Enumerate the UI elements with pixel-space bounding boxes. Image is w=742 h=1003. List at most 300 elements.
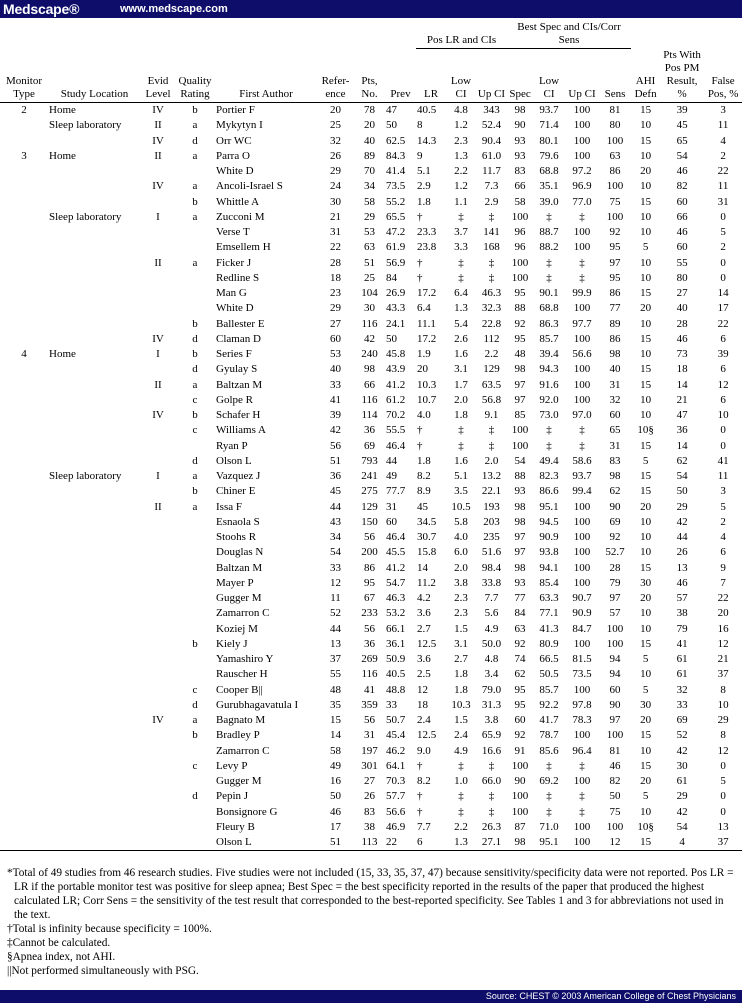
table-cell: 23.8 [417,241,437,254]
table-cell: 54 [676,820,688,833]
table-cell: 86 [609,332,621,345]
table-cell: 100 [573,561,591,574]
table-cell: 8 [417,119,423,132]
table-cell: 63 [364,241,375,254]
table-cell: † [417,790,423,803]
table-cell: 200 [361,546,378,559]
table-cell: 20 [640,775,652,788]
table-row [0,621,742,636]
table-cell: 10 [640,119,652,132]
table-cell: 25 [364,271,375,284]
table-cell: 96.4 [572,744,592,757]
table-cell: a [192,210,198,223]
table-cell: 57 [609,607,621,620]
table-cell: 10§ [637,424,654,437]
table-cell: 15 [640,759,652,772]
table-cell: 78.7 [539,729,559,742]
table-cell: 33 [330,561,341,574]
table-cell [175,774,215,789]
table-cell: 58.6 [572,454,592,467]
table-cell: 92.0 [539,393,559,406]
medscape-logo[interactable]: Medscape® [3,1,80,17]
table-cell: 26 [364,790,375,803]
table-cell: 36 [676,424,688,437]
table-cell: 116 [361,668,378,681]
table-cell [48,743,141,758]
table-cell: ‡ [488,759,495,772]
table-row [0,575,742,590]
table-cell: a [192,714,198,727]
table-cell: 46 [330,805,341,818]
col-lr: LR [416,49,446,103]
table-cell: Sleep laboratory [49,470,122,483]
table-cell: 56 [330,439,341,452]
table-cell: II [154,149,162,162]
table-cell: 100 [573,149,591,162]
table-row [0,728,742,743]
table-cell: 52.7 [605,546,625,559]
table-cell [141,682,175,697]
table-cell: 81 [609,744,621,757]
table-cell: 79.6 [539,149,559,162]
table-row [0,514,742,529]
table-row [0,835,742,851]
table-cell: 78.3 [572,714,592,727]
table-cell: 55 [330,668,341,681]
table-cell: 98 [514,363,526,376]
table-cell: 100 [573,531,591,544]
col-evid-level: Evid Level [141,49,175,103]
table-cell: 80.9 [539,637,559,650]
table-row [0,286,742,301]
table-cell: Zamarron C [216,744,270,757]
table-cell: 5.4 [454,317,468,330]
table-cell: 69 [676,714,688,727]
site-url[interactable]: www.medscape.com [120,3,228,15]
table-cell: 15 [640,485,652,498]
table-cell: 69 [364,439,375,452]
table-cell: 6 [720,332,726,345]
table-cell [0,118,48,133]
table-cell: 34 [364,180,375,193]
table-cell: 85.6 [539,744,559,757]
table-cell: 46 [676,332,688,345]
table-cell: Mykytyn I [216,119,263,132]
table-cell: 2.6 [454,332,468,345]
table-cell: 97 [514,531,526,544]
table-cell [0,697,48,712]
table-cell: 100 [511,790,529,803]
table-cell: 86 [609,287,621,300]
table-cell [175,545,215,560]
table-cell [141,591,175,606]
table-cell: 51 [330,454,341,467]
table-cell: 90.9 [539,531,559,544]
table-cell: 79.0 [481,683,502,696]
table-cell: 42 [330,424,341,437]
table-cell: 48.8 [386,683,406,696]
table-cell [0,636,48,651]
table-cell: b [192,485,198,498]
table-cell: 79 [609,576,621,589]
table-cell: Bagnato M [216,714,266,727]
table-cell: 16.6 [481,744,502,757]
table-cell: 3.5 [454,485,468,498]
table-cell: Cooper B|| [216,683,263,696]
table-cell: 84 [386,271,397,284]
table-cell: 93.7 [572,470,592,483]
table-cell [141,301,175,316]
table-cell: ‡ [579,210,585,223]
table-cell: 58 [330,744,341,757]
table-cell: 10 [640,546,652,559]
table-cell: 31 [386,500,397,513]
table-row [0,316,742,331]
table-cell: 15 [640,378,652,391]
table-cell: 77 [514,592,526,605]
table-cell: 9 [720,561,726,574]
table-cell: 100 [573,775,591,788]
table-cell: 73 [676,348,688,361]
table-cell: 1.2 [454,119,468,132]
table-cell: ‡ [458,805,464,818]
table-cell: 2.3 [454,607,468,620]
table-row [0,179,742,194]
table-cell: Man G [216,287,247,300]
table-cell: Rauscher H [216,668,268,681]
col-pts-no: Pts, No. [354,49,385,103]
table-cell: 10 [640,393,652,406]
table-cell: 98 [514,104,526,117]
table-cell: a [192,378,198,391]
table-cell: 30 [330,195,341,208]
table-cell: 69 [609,515,621,528]
table-cell [141,743,175,758]
table-cell: II [154,500,162,513]
table-cell: † [417,210,423,223]
table-cell: 22.1 [481,485,502,498]
table-cell: 275 [361,485,378,498]
table-cell: 5 [642,790,649,803]
table-cell: White D [216,302,254,315]
table-cell: Schafer H [216,409,261,422]
table-cell: 86.6 [539,485,559,498]
table-cell: 50.7 [386,714,406,727]
table-cell: 40 [330,363,341,376]
table-cell: 79 [676,622,688,635]
table-cell: 46.9 [386,820,406,833]
table-cell [141,667,175,682]
table-cell: 45 [676,119,688,132]
table-cell [141,789,175,804]
table-cell [175,270,215,285]
table-cell: 203 [483,515,500,528]
table-cell [175,286,215,301]
table-cell: 26 [330,149,341,162]
table-cell: 52.4 [481,119,502,132]
table-cell: Bonsignore G [216,805,278,818]
table-cell [141,270,175,285]
table-cell: 46.2 [386,744,406,757]
table-cell: 77.7 [386,485,406,498]
table-cell: 44 [330,500,341,513]
table-cell: 45.5 [386,546,406,559]
table-cell [141,240,175,255]
table-cell: 10 [640,149,652,162]
table-cell: 29 [676,500,688,513]
table-cell: 4.0 [417,409,431,422]
table-cell: 27 [676,287,688,300]
table-cell: 4.8 [484,653,499,666]
table-body [0,102,742,850]
table-cell [0,209,48,224]
table-cell: 43.3 [386,302,406,315]
table-cell [48,225,141,240]
best-spec-group-header: Best Spec and CIs/Corr Sens [507,21,631,49]
table-cell [48,545,141,560]
table-cell: 4 [21,348,27,361]
table-cell [141,804,175,819]
table-cell: 28 [609,561,621,574]
table-cell [0,530,48,545]
table-cell: 15 [640,470,652,483]
table-cell: 9 [417,149,423,162]
table-cell: a [192,256,198,269]
table-cell [0,682,48,697]
table-cell [48,774,141,789]
table-cell: 80.1 [539,134,559,147]
table-cell: 50 [609,790,621,803]
table-cell: 97.2 [572,165,592,178]
table-cell: 2.3 [454,134,468,147]
table-cell: 11 [330,592,341,605]
table-cell: 1.8 [454,683,468,696]
table-cell: 6 [720,363,726,376]
table-cell [175,667,215,682]
table-cell: 1.6 [454,454,468,467]
table-cell [141,362,175,377]
table-cell: Orr WC [216,134,252,147]
table-cell: 31 [717,195,729,208]
table-cell: 40 [676,302,688,315]
table-cell: 10 [640,744,652,757]
table-cell: 15 [640,332,652,345]
table-cell: 10 [640,317,652,330]
table-cell [141,453,175,468]
table-cell: 77 [609,302,621,315]
table-cell: 95 [609,241,621,254]
table-cell: 100 [511,424,529,437]
table-cell: 100 [573,683,591,696]
table-cell: d [192,332,198,345]
table-cell: 95 [514,332,526,345]
table-cell: 39 [676,104,688,117]
table-cell: † [417,256,423,269]
table-cell: Fleury B [216,820,255,833]
table-cell [0,606,48,621]
table-cell [175,743,215,758]
table-cell: 31 [609,378,621,391]
table-cell: d [192,698,198,711]
table-cell: 100 [573,515,591,528]
table-cell: ‡ [458,271,464,284]
table-cell: 85 [514,409,526,422]
table-cell [0,575,48,590]
table-cell: 56.6 [386,805,406,818]
table-cell: 12 [417,683,428,696]
table-cell: 75 [609,805,621,818]
table-cell: 4.2 [417,592,431,605]
table-cell: 193 [483,500,500,513]
table-row [0,484,742,499]
table-cell [0,133,48,148]
table-cell: 50 [330,790,341,803]
table-cell: 100 [573,134,591,147]
table-cell: 30 [676,759,688,772]
table-cell: 14 [417,561,428,574]
table-cell: 100 [606,134,624,147]
table-cell [141,560,175,575]
table-cell [141,286,175,301]
table-cell: 32 [609,393,621,406]
table-cell: 96 [514,226,526,239]
table-cell: I [156,348,160,361]
table-cell: Gugger M [216,775,262,788]
table-cell [141,392,175,407]
table-cell: 63 [514,622,526,635]
table-cell: IV [152,714,164,727]
table-cell: 31 [364,729,375,742]
table-cell [141,652,175,667]
table-cell: 77.0 [572,195,592,208]
table-cell [48,621,141,636]
table-cell: ‡ [458,759,464,772]
table-cell: 2.7 [454,653,468,666]
table-cell: Verse T [216,226,250,239]
table-cell: 98 [609,470,621,483]
table-cell: ‡ [458,439,464,452]
table-cell: a [192,470,198,483]
table-cell: Vazquez J [216,470,261,483]
table-cell: 62.5 [386,134,406,147]
table-row [0,530,742,545]
table-cell: 100 [573,546,591,559]
table-cell: 18 [330,271,341,284]
table-cell: 47.2 [386,226,406,239]
table-cell: Home [49,348,76,361]
table-cell: 5.8 [454,515,468,528]
table-cell: 32 [676,683,688,696]
table-cell: 21 [717,653,729,666]
table-cell: 85.7 [539,332,559,345]
table-cell: 7.7 [484,592,499,605]
table-cell [48,499,141,514]
source-bar [0,990,742,1003]
table-cell: 100 [573,378,591,391]
table-cell: 26.9 [386,287,406,300]
table-cell: 100 [573,729,591,742]
table-cell: 100 [606,637,624,650]
table-cell: 5.1 [417,165,431,178]
table-cell: 97 [609,714,621,727]
table-cell: 83 [514,165,526,178]
table-cell: 2.9 [417,180,431,193]
table-cell: 37 [704,835,742,851]
table-cell: 10 [640,210,652,223]
table-cell: 35.1 [539,180,559,193]
table-cell: 233 [361,607,378,620]
table-cell: 34.5 [417,515,437,528]
table-cell [141,438,175,453]
table-cell: 100 [573,241,591,254]
table-cell [48,316,141,331]
table-cell: Redline S [216,271,260,284]
table-cell: 100 [565,835,599,851]
table-cell: 41.7 [539,714,559,727]
table-cell: 41.3 [539,622,559,635]
table-cell: 84.7 [572,622,592,635]
table-cell: 18 [676,363,688,376]
table-cell: 66.0 [481,775,502,788]
table-cell: 0 [720,790,726,803]
table-row [0,591,742,606]
table-cell: Ballester E [216,317,265,330]
table-cell: 60 [514,714,526,727]
table-cell: Home [49,104,76,117]
table-cell: 66 [364,378,375,391]
table-cell: 4.8 [454,104,468,117]
table-cell: IV [152,332,164,345]
table-cell: 2.2 [484,348,499,361]
table-cell: 36 [364,424,375,437]
table-cell: ‡ [579,439,585,452]
table-cell: 27 [330,317,341,330]
pos-lr-group-header: Pos LR and CIs [416,21,507,49]
table-cell: 240 [361,348,378,361]
table-cell: 11 [717,119,729,132]
table-cell: 11 [717,470,729,483]
table-cell: 2.4 [417,714,431,727]
table-row [0,545,742,560]
table-cell: 5 [642,653,649,666]
table-cell: 52 [676,729,688,742]
table-cell: b [192,729,198,742]
table-cell: 90 [514,775,526,788]
table-cell: 0 [720,805,726,818]
table-cell: 3.6 [417,653,431,666]
table-cell: 47 [676,409,688,422]
table-cell: 3.3 [454,241,468,254]
table-cell: 7.3 [484,180,499,193]
table-cell [0,743,48,758]
table-cell: 29 [676,790,688,803]
table-cell: Golpe R [216,393,253,406]
table-cell: 10.5 [451,500,471,513]
table-cell: 20 [640,714,652,727]
table-cell: ‡ [488,805,495,818]
table-cell: 0 [720,256,726,269]
table-cell: 45.4 [386,729,406,742]
table-cell [0,194,48,209]
table-cell: Ryan P [216,439,248,452]
table-cell: 20 [640,165,652,178]
table-cell: 61.2 [386,393,406,406]
table-cell: 97.8 [572,698,592,711]
table-cell: 22 [717,592,729,605]
table-cell [141,728,175,743]
table-cell: IV [152,180,164,193]
table-cell: ‡ [458,256,464,269]
